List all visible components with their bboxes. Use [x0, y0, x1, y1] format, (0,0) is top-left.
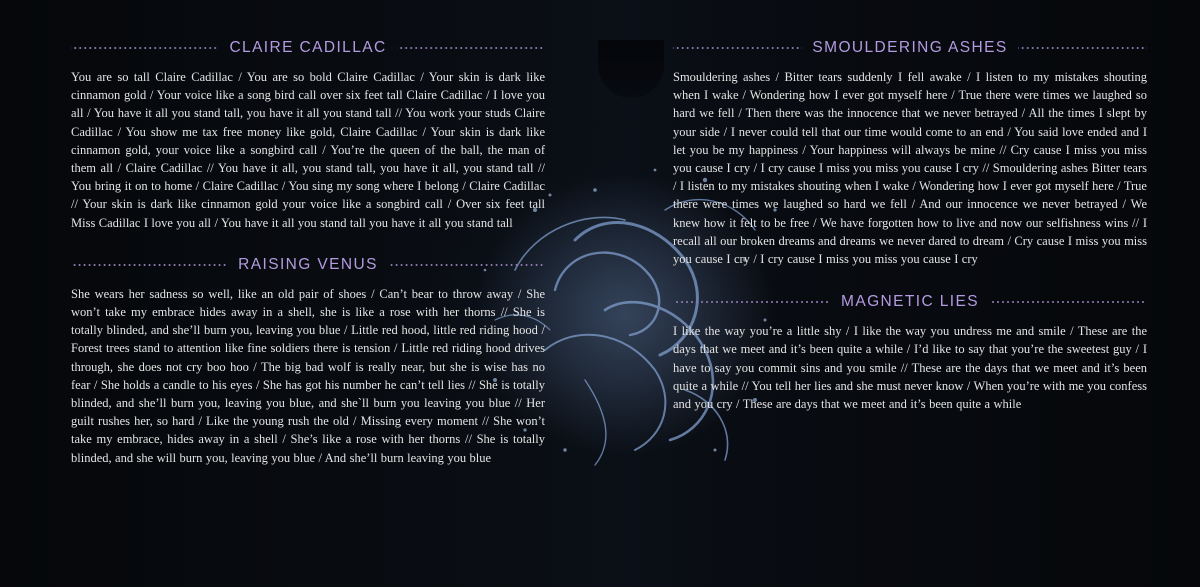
dotted-leader — [71, 47, 219, 49]
section-header-smouldering-ashes — [673, 38, 1147, 58]
section-header-magnetic-lies — [673, 292, 1147, 312]
dotted-leader — [71, 264, 228, 266]
lyrics-claire-cadillac: You are so tall Claire Cadillac / You are so bold Claire Cadillac / Your skin is dark like cinnamon gold / Your voice like a song bird call over six feet tall Claire Cadillac / I love you all / You have it all you stand tall, you have it all you stand tall // You work your studs Claire Cadillac / You show me tax free money like gold, Claire Cadillac / Your skin is dark like cinnamon gold, your voice like a songbird call / You’re the queen of the ball, the man of them all / Claire Cadillac // You have it all, you stand tall, you have it all, you stand tall // You bring it on to home / Claire Cadillac / You sing my song where I belong / Claire Cadillac // Your skin is dark like cinnamon gold your voice like a songbird call / Over six feet tall Miss Cadillac I love you all / You have it all you stand tall you have it all you stand tall — [71, 70, 545, 230]
section-title: MAGNETIC LIES — [841, 293, 979, 311]
section-title: SMOULDERING ASHES — [812, 39, 1008, 56]
section-title: CLAIRE CADILLAC — [229, 39, 387, 56]
section-spacer — [673, 268, 1147, 292]
lyrics-magnetic-lies: I like the way you’re a little shy / I like the way you undress me and smile / These are the days that we meet and it’s been quite a while / I’d like to say that you’re the sweetest guy / I have to say you commit sins and you smile // These are the days that we meet and it’s been quite a while // You tell her lies and she must never know / When you’re with me you confess and you cry / These are days that we meet and it’s been quite a while — [673, 324, 1147, 412]
disc-tray-notch — [598, 40, 664, 98]
lyrics-smouldering-ashes: Smouldering ashes / Bitter tears suddenly I fell awake / I listen to my mistakes shouting when I wake / Wondering how I ever got myself here / True there were times we laughed so hard we fell / Then there was the innocence that we never betrayed / All the times I slept by your side / I never could tell that our time would come to an end / You said love ended and I let you be my happiness / Your happiness will always be mine // Cry cause I miss you miss you cause I cry / I cry cause I miss you miss you cause I cry // Smouldering ashes Bitter tears / I listen to my mistakes shouting when I wake / Wondering how I ever got myself here / True there were times we laughed so hard we fell / And our innocence we never betrayed / We knew how it felt to be free / We have forgotten how to live and now our selfishness wins // I recall all our broken dreams and dreams we never dared to dream / Cry cause I miss you miss you cause I cry / I cry cause I miss you miss you cause I cry — [673, 70, 1147, 267]
section-header-claire-cadillac — [71, 38, 545, 58]
dotted-leader — [397, 47, 545, 49]
section-spacer — [71, 232, 545, 255]
lyrics-raising-venus: She wears her sadness so well, like an old pair of shoes / Can’t bear to throw away / She won’t take my embrace hides away in a shell, she is like a rose with her thorns // She is totally blinded, and she’ll burn you, leaving you blue / Little red hood, little red riding hood / Forest trees stand to attention like fine soldiers there is tension / Little red riding hood drives through, she does not cry boo hoo / The big bad wolf is really near, but she is wise has no fear / She holds a candle to his eyes / She has got his number he can’t tell lies // She is totally blinded, and she’ll burn you, leaving you blue, and she`ll burn you leaving you blue // Her guilt rushes her, so hard / Like the young rush the old / Missing every moment // She won’t take my embrace, hides away in a shell / She’s like a rose with her thorns // She is totally blinded, and she will burn you, leaving you blue / And she’ll burn leaving you blue — [71, 286, 545, 465]
section-header-raising-venus — [71, 255, 545, 275]
dotted-leader — [673, 47, 802, 49]
dotted-leader — [388, 264, 545, 266]
dotted-leader — [673, 301, 831, 303]
left-panel — [71, 38, 545, 467]
section-title: RAISING VENUS — [238, 255, 378, 273]
dotted-leader — [989, 301, 1147, 303]
right-panel — [673, 38, 1147, 413]
dotted-leader — [1018, 47, 1147, 49]
